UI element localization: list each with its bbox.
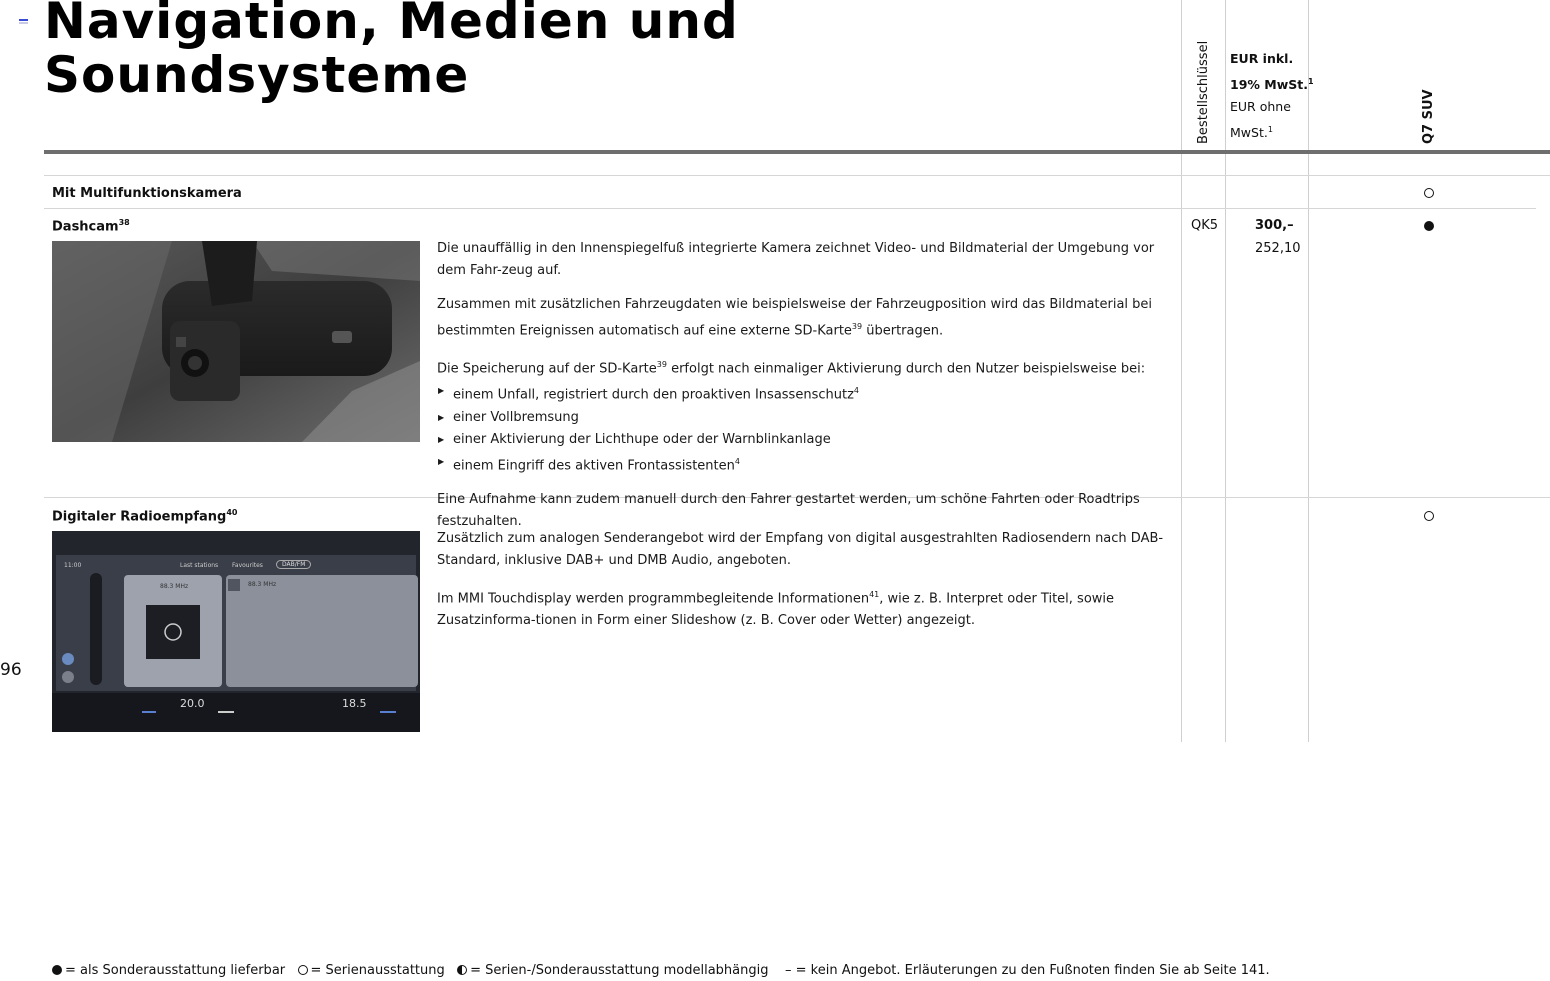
standard-equipment-symbol: [1424, 511, 1434, 521]
page-title-line1: Navigation, Medien und: [44, 0, 739, 50]
dashcam-description: [437, 238, 1172, 545]
list-item: ▶ einer Aktivierung der Lichthupe oder der Warnblinkanlage: [437, 429, 1172, 451]
column-header-price: EUR inkl. 19% MwSt.$^1$ EUR ohne MwSt.$^1$: [1230, 51, 1314, 140]
price-excl-vat: 252,10: [1255, 241, 1301, 256]
price-incl-vat: 300,–: [1255, 218, 1294, 233]
screen-temp-left: 20.0: [180, 697, 205, 710]
column-header-order-key: Bestellschlüssel: [1196, 40, 1211, 144]
dashcam-photo: [52, 241, 420, 442]
section-label: Mit Multifunktionskamera: [52, 186, 242, 201]
page-title: [44, 0, 944, 102]
digital-radio-description: [437, 528, 1172, 644]
language-flag-icon: [19, 19, 28, 26]
dashcam-paragraph-1: Die unauffällig in den Innenspiegelfuß integrierte Kamera zeichnet Video- und Bildmaterial der Umgebung vor dem Fahr-zeug auf.: [437, 241, 1155, 279]
legend: = als Sonderausstattung lieferbar = Serienausstattung = Serien-/Sonderausstattung modellabhängig – = kein Angebot. Erläuterungen zu den Fußnoten finden Sie ab Seite 141.: [52, 963, 1270, 978]
list-item: ▶ einem Eingriff des aktiven Frontassistenten$^4$: [437, 451, 1172, 478]
legend-half-circle-icon: [457, 965, 467, 975]
standard-equipment-symbol: [1424, 188, 1434, 198]
list-item: ▶ einem Unfall, registriert durch den proaktiven Insassenschutz$^4$: [437, 380, 1172, 407]
row-divider: [44, 175, 1550, 176]
radio-paragraph-2: Im MMI Touchdisplay werden programmbegleitende Informationen$^{41}$, wie z. B. Interpret oder Titel, sowie Zusatzinforma-tionen in Form einer Slideshow (z. B. Cover oder Wetter) angezeigt.: [437, 589, 1115, 629]
screen-frequency-2: 88.3 MHz: [248, 581, 277, 588]
screen-temp-right: 18.5: [342, 697, 367, 710]
item-title-dashcam: Dashcam$^{38}$: [52, 218, 130, 235]
radio-paragraph-1: Zusätzlich zum analogen Senderangebot wird der Empfang von digital ausgestrahlten Radiosendern nach DAB-Standard, inklusive DAB+ und DMB Audio, angeboten.: [437, 531, 1164, 569]
column-divider: [1225, 0, 1226, 742]
optional-equipment-symbol: [1424, 221, 1434, 231]
radio-touchscreen-photo: [52, 531, 420, 732]
dashcam-paragraph-4: Eine Aufnahme kann zudem manuell durch den Fahrer gestartet werden, um schöne Fahrten oder Roadtrips festzuhalten.: [437, 491, 1140, 530]
dashcam-paragraph-3: Die Speicherung auf der SD-Karte$^{39}$ erfolgt nach einmaliger Aktivierung durch den Nutzer beispielsweise bei:: [437, 359, 1146, 376]
legend-open-circle-icon: [298, 965, 308, 975]
header-rule: [44, 150, 1550, 154]
dashcam-bullet-list: [437, 380, 1172, 478]
dashcam-photo-illustration: [52, 241, 420, 442]
page-number: 96: [0, 660, 22, 680]
screen-tab-favourites: Favourites: [232, 562, 263, 569]
column-divider: [1181, 0, 1182, 742]
screen-frequency-1: 88.3 MHz: [160, 583, 189, 590]
row-divider: [44, 208, 1536, 209]
dashcam-paragraph-2: Zusammen mit zusätzlichen Fahrzeugdaten wie beispielsweise der Fahrzeugposition wird das Bildmaterial bei bestimmten Ereignissen automatisch auf eine externe SD-Karte$^{39}$ übertragen.: [437, 296, 1153, 339]
item-title-digital-radio: Digitaler Radioempfang$^{40}$: [52, 508, 238, 525]
legend-full-circle-icon: [52, 965, 62, 975]
screen-time: 11:00: [64, 562, 82, 569]
list-item: ▶ einer Vollbremsung: [437, 407, 1172, 429]
order-code: QK5: [1191, 218, 1219, 233]
page-title-line2: Soundsysteme: [44, 46, 470, 104]
screen-tab-dab-fm: DAB/FM: [276, 560, 311, 569]
screen-tab-last-stations: Last stations: [180, 562, 219, 569]
column-header-model: Q7 SUV: [1421, 89, 1436, 144]
